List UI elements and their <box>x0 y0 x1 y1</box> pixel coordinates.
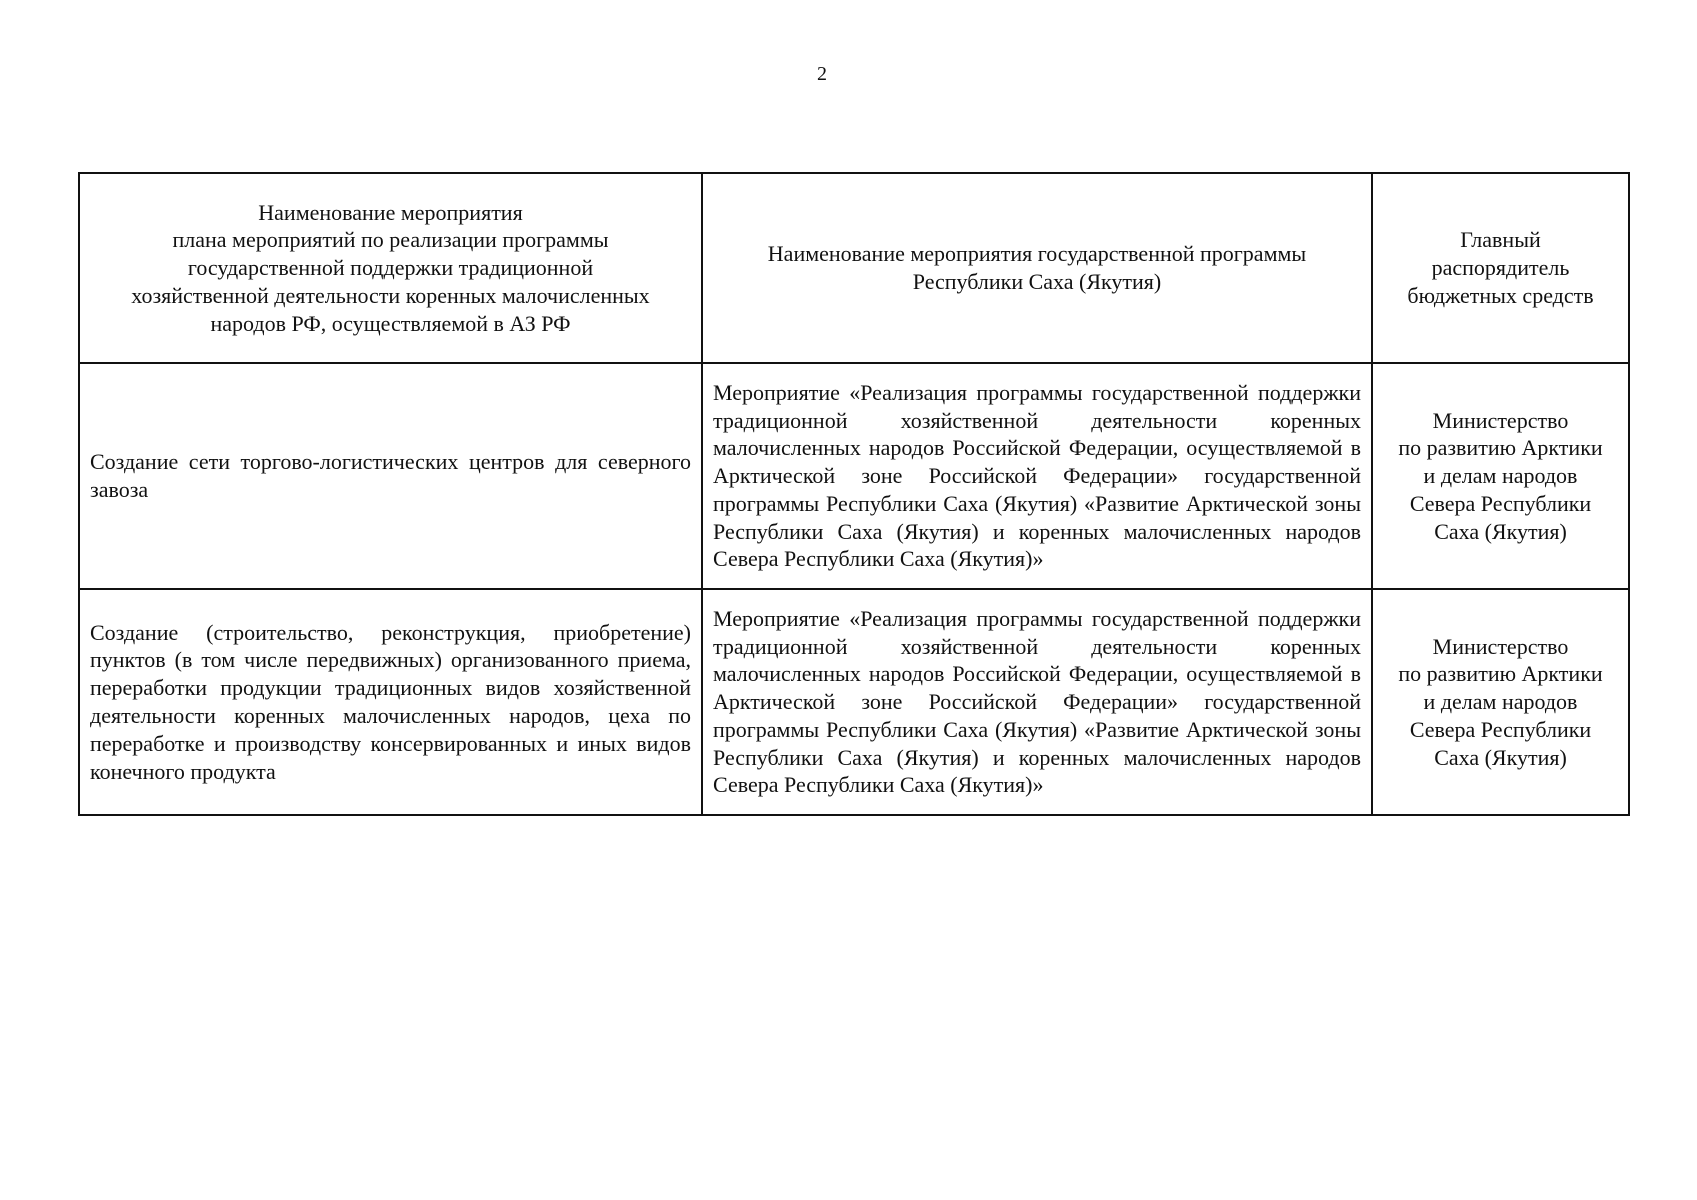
header-plan-event-name <box>79 173 702 363</box>
ministry-line: Министерство <box>1432 633 1569 659</box>
header-line: Наименование мероприятия государственной программы <box>767 241 1307 267</box>
ministry-line: Саха (Якутия) <box>1434 518 1567 544</box>
budget-manager-cell <box>1372 363 1629 589</box>
header-line: Наименование мероприятия <box>258 199 523 225</box>
table-header-row <box>79 173 1629 363</box>
table-row <box>79 363 1629 589</box>
events-table <box>78 172 1630 816</box>
header-line: хозяйственной деятельности коренных малочисленных <box>131 282 650 308</box>
ministry-line: Министерство <box>1432 407 1569 433</box>
page-number: 2 <box>817 63 827 85</box>
header-line: распорядитель <box>1431 255 1570 281</box>
header-line: государственной поддержки традиционной <box>187 255 594 281</box>
ministry-line: и делам народов <box>1423 463 1578 489</box>
ministry-line: и делам народов <box>1423 689 1578 715</box>
header-line: Главный <box>1460 227 1541 253</box>
header-line: народов РФ, осуществляемой в АЗ РФ <box>210 310 571 336</box>
program-event-cell: Мероприятие «Реализация программы государственной поддержки традиционной хозяйственной деятельности коренных малочисленных народов Российской Федерации, осуществляемой в Арктической зоне Российской Федерации» государственной программы Республики Саха (Якутия) «Развитие Арктической зоны Республики Саха (Якутия) и коренных малочисленных народов Севера Республики Саха (Якутия)» <box>702 589 1372 815</box>
budget-manager-cell <box>1372 589 1629 815</box>
ministry-line: по развитию Арктики <box>1398 435 1603 461</box>
event-name-cell: Создание (строительство, реконструкция, приобретение) пунктов (в том числе передвижных) организованного приема, переработки продукции традиционных видов хозяйственной деятельности коренных малочисленных народов, цеха по переработке и производству консервированных и иных видов конечного продукта <box>79 589 702 815</box>
header-program-event-name <box>702 173 1372 363</box>
ministry-line: Саха (Якутия) <box>1434 744 1567 770</box>
ministry-line: по развитию Арктики <box>1398 661 1603 687</box>
ministry-line: Севера Республики <box>1409 716 1592 742</box>
table-row <box>79 589 1629 815</box>
event-name-cell: Создание сети торгово-логистических центров для северного завоза <box>79 363 702 589</box>
header-line: плана мероприятий по реализации программы <box>172 227 609 253</box>
header-budget-manager <box>1372 173 1629 363</box>
header-line: Республики Саха (Якутия) <box>912 269 1162 294</box>
ministry-line: Севера Республики <box>1409 490 1592 516</box>
program-event-cell: Мероприятие «Реализация программы государственной поддержки традиционной хозяйственной деятельности коренных малочисленных народов Российской Федерации, осуществляемой в Арктической зоне Российской Федерации» государственной программы Республики Саха (Якутия) «Развитие Арктической зоны Республики Саха (Якутия) и коренных малочисленных народов Севера Республики Саха (Якутия)» <box>702 363 1372 589</box>
header-line: бюджетных средств <box>1407 282 1594 308</box>
